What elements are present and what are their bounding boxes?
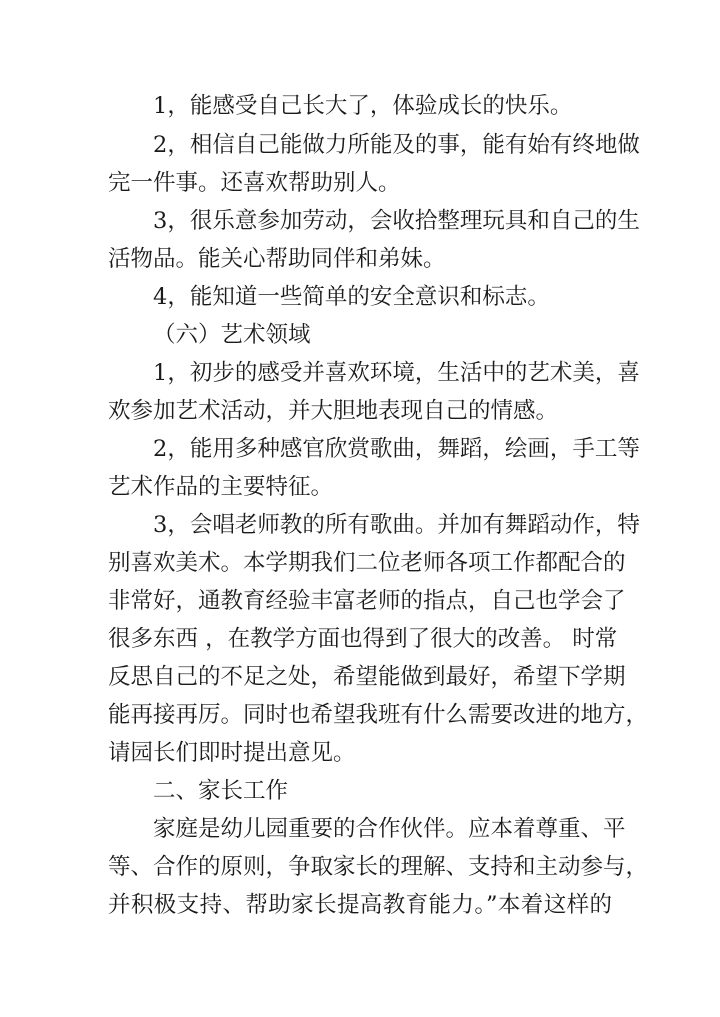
- text-line-22: 并积极支持、帮助家长提高教育能力。”本着这样的: [108, 892, 612, 918]
- text-line-16: 反思自己的不足之处，希望能做到最好，希望下学期: [108, 664, 626, 690]
- text-line-20: 家庭是幼儿园重要的合作伙伴。应本着尊重、平: [153, 816, 626, 842]
- text-line-14: 非常好，通教育经验丰富老师的指点，自己也学会了: [108, 588, 626, 614]
- text-line-13: 别喜欢美术。本学期我们二位老师各项工作都配合的: [108, 550, 626, 576]
- text-line-2: 2，相信自己能做力所能及的事，能有始有终地做: [153, 132, 640, 158]
- text-line-4: 3，很乐意参加劳动，会收拾整理玩具和自己的生: [153, 208, 640, 234]
- text-line-5: 活物品。能关心帮助同伴和弟妹。: [108, 246, 446, 272]
- text-line-1: 1，能感受自己长大了，体验成长的快乐。: [153, 93, 573, 119]
- text-line-12: 3，会唱老师教的所有歌曲。并加有舞蹈动作，特: [153, 512, 640, 538]
- text-line-21: 等、合作的原则，争取家长的理解、支持和主动参与，: [108, 854, 649, 880]
- text-line-9: 欢参加艺术活动，并大胆地表现自己的情感。: [108, 398, 559, 424]
- text-line-6: 4，能知道一些简单的安全意识和标志。: [153, 284, 550, 310]
- text-line-8: 1，初步的感受并喜欢环境，生活中的艺术美，喜: [153, 360, 640, 386]
- text-line-10: 2，能用多种感官欣赏歌曲，舞蹈，绘画，手工等: [153, 436, 640, 462]
- section-heading-art: （六）艺术领域: [153, 322, 311, 348]
- section-heading-parents: 二、家长工作: [153, 778, 289, 804]
- text-line-17: 能再接再厉。同时也希望我班有什么需要改进的地方，: [108, 702, 649, 728]
- text-line-18: 请园长们即时提出意见。: [108, 740, 356, 766]
- text-line-15: 很多东西 ，在教学方面也得到了很大的改善。 时常: [108, 626, 618, 652]
- text-line-11: 艺术作品的主要特征。: [108, 474, 334, 500]
- text-line-3: 完一件事。还喜欢帮助别人。: [108, 170, 401, 196]
